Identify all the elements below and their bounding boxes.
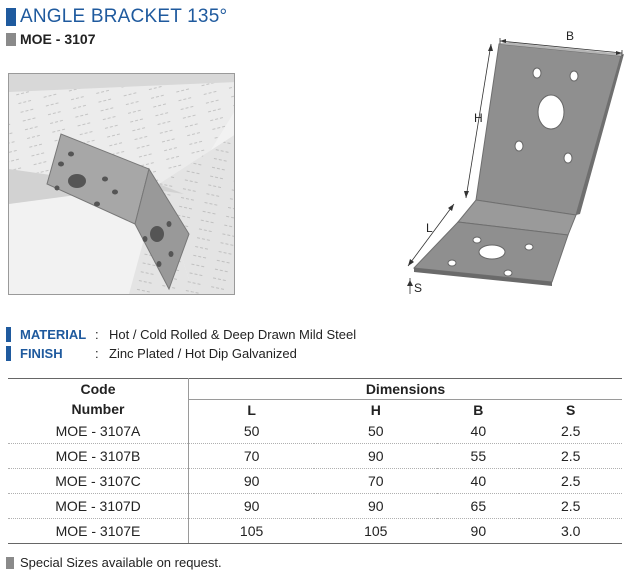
spec-marker [6,327,11,342]
spec-label: FINISH [20,346,63,361]
table-row [8,419,622,444]
b-cell: 40 [437,469,519,494]
h-cell: 90 [314,444,437,469]
code-header-line2: Number [8,400,189,420]
s-cell: 3.0 [519,519,622,544]
code-cell: MOE - 3107C [8,469,189,494]
table-row [8,494,622,519]
col-header-h: H [370,401,381,418]
dimensions-table [8,378,622,544]
dimensions-header: Dimensions [189,379,623,400]
subtitle-row [6,31,95,47]
l-cell: 70 [189,444,315,469]
b-cell: 55 [437,444,519,469]
note-marker [6,557,14,569]
h-cell: 50 [314,419,437,444]
dim-b-label: B [566,30,575,43]
l-cell: 50 [189,419,315,444]
spec-marker [6,346,11,361]
table-header-row [8,379,622,400]
spec-value: Zinc Plated / Hot Dip Galvanized [109,346,297,361]
table-row [8,444,622,469]
h-cell: 70 [314,469,437,494]
title-row [6,6,227,28]
b-cell: 90 [437,519,519,544]
h-cell: 90 [314,494,437,519]
s-cell: 2.5 [519,419,622,444]
code-cell: MOE - 3107D [8,494,189,519]
l-cell: 90 [189,469,315,494]
special-sizes-note: Special Sizes available on request. [20,555,222,570]
installation-illustration [9,74,235,295]
title-marker [6,8,16,26]
col-header-s: S [566,401,576,418]
table-subheader-row [8,400,622,420]
specs-block [6,325,356,363]
dim-s-label: S [414,281,423,295]
spec-colon: : [95,346,99,361]
s-cell: 2.5 [519,469,622,494]
spec-colon: : [95,327,99,342]
product-code: MOE - 3107 [20,31,96,47]
spec-finish [6,344,356,363]
b-cell: 65 [437,494,519,519]
page-title: ANGLE BRACKET 135° [20,6,228,27]
code-cell: MOE - 3107B [8,444,189,469]
dim-h-label: H [474,111,483,125]
subtitle-marker [6,33,16,46]
table-row [8,469,622,494]
col-header-l: L [247,401,256,418]
col-header-b: B [473,401,484,418]
l-cell: 105 [189,519,315,544]
spec-value: Hot / Cold Rolled & Deep Drawn Mild Steel [109,327,357,342]
dim-l-label: L [426,221,433,235]
code-header-line1: Code [8,379,189,400]
h-cell: 105 [314,519,437,544]
spec-material [6,325,356,344]
code-cell: MOE - 3107E [8,519,189,544]
l-cell: 90 [189,494,315,519]
b-cell: 40 [437,419,519,444]
installation-photo [8,73,235,295]
bracket-drawing [396,30,626,300]
s-cell: 2.5 [519,444,622,469]
table-row [8,519,622,544]
s-cell: 2.5 [519,494,622,519]
spec-label: MATERIAL [20,327,87,342]
footer-note [6,555,222,570]
code-cell: MOE - 3107A [8,419,189,444]
